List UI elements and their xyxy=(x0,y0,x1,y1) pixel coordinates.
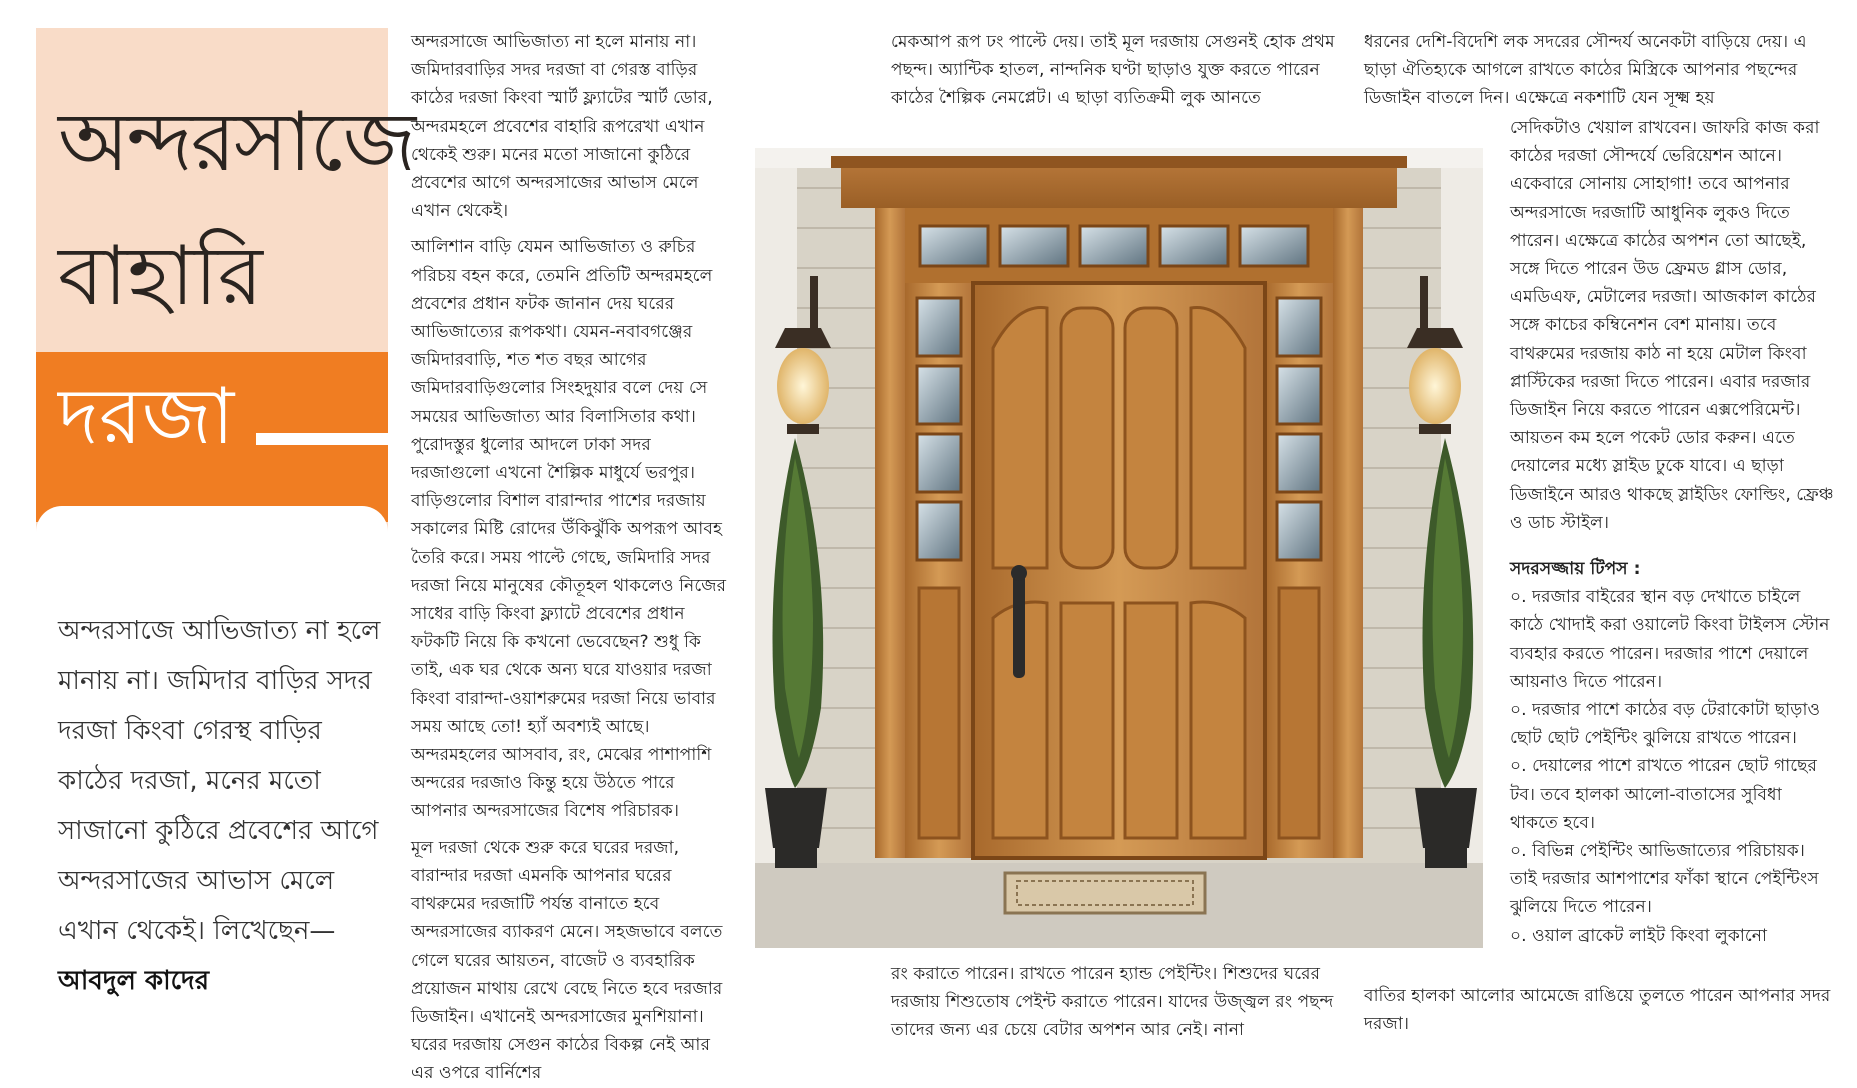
paragraph: ধরনের দেশি-বিদেশি লক সদরের সৌন্দর্য অনেকটা বাড়িয়ে দেয়। এ ছাড়া ঐতিহ্যকে আগলে রাখতে কাঠের মিস্ত্রিকে আপনার পছন্দের ডিজাইন বাতলে দিন। এক্ষেত্রে নকশাটি যেন সূক্ষ্ম হয় xyxy=(1364,32,1807,109)
paragraph: মূল দরজা থেকে শুরু করে ঘরের দরজা, বারান্দার দরজা এমনকি আপনার ঘরের বাথরুমের দরজাটি পর্যন্ত বানাতে হবে অন্দরসাজের ব্যাকরণ মেনে। সহজভাবে বলতে গেলে ঘরের আয়তন, বাজেট ও ব্যবহারিক প্রয়োজন মাথায় রেখে বেছে নিতে হবে দরজার ডিজাইন। এখানেই অন্দরসাজের মুনশিয়ানা। ঘরের দরজায় সেগুন কাঠের বিকল্প নেই আর এর ওপরে বার্নিশের xyxy=(411,837,723,1084)
paragraph: মেকআপ রূপ ঢং পাল্টে দেয়। তাই মূল দরজায় সেগুনই হোক প্রথম পছন্দ। অ্যান্টিক হাতল, নান্দনিক ঘণ্টা ছাড়াও যুক্ত করতে পারেন কাঠের শৈল্পিক নেমপ্লেট। এ ছাড়া ব্যতিক্রমী লুক আনতে xyxy=(891,32,1335,109)
headline-line-1: অন্দরসাজে xyxy=(58,95,415,190)
byline-author: আবদুল কাদের xyxy=(58,966,210,996)
door-handle xyxy=(1013,568,1025,678)
article-column-3-top xyxy=(1364,28,1834,113)
tips-heading: সদরসজ্জায় টিপস : xyxy=(1510,559,1641,579)
tips-section xyxy=(1510,545,1834,950)
paragraph: অন্দরসাজে আভিজাত্য না হলে মানায় না। জমিদারবাড়ির সদর দরজা বা গেরস্ত বাড়ির কাঠের দরজা কিংবা স্মার্ট ফ্ল্যাটের স্মার্ট ডোর, অন্দরমহলে প্রবেশের বাহারি রূপরেখা এখান থেকেই শুরু। মনের মতো সাজানো কুঠিরে প্রবেশের আগে অন্দরসাজের আভাস মেলে এখান থেকেই। xyxy=(411,32,713,222)
headline-accent-word: দরজা xyxy=(58,372,235,462)
transom-windows xyxy=(920,226,1308,266)
article-column-2-bottom xyxy=(891,960,1343,1045)
paragraph: সেদিকটাও খেয়াল রাখবেন। জাফরি কাজ করা কাঠের দরজা সৌন্দর্যে ভেরিয়েশন আনে। একেবারে সোনায় সোহাগা! তবে আপনার অন্দরসাজে দরজাটি আধুনিক লুকও দিতে পারেন। এক্ষেত্রে কাঠের অপশন তো আছেই, সঙ্গে দিতে পারেন উড ফ্রেমড গ্লাস ডোর, এমডিএফ, মেটালের দরজা। আজকাল কাঠের সঙ্গে কাচের কম্বিনেশন বেশ মানায়। তবে বাথরুমের দরজায় কাঠ না হয়ে মেটাল কিংবা প্লাস্টিকের দরজা দিতে পারেন। এবার দরজার ডিজাইন নিয়ে করতে পারেন এক্সপেরিমেন্ট। আয়তন কম হলে পকেট ডোর করুন। এতে দেয়ালের মধ্যে স্লাইড ঢুকে যাবে। এ ছাড়া ডিজাইনে আরও থাকছে স্লাইডিং ফোল্ডিং, ফ্রেঞ্চ ও ডাচ স্টাইল। xyxy=(1510,118,1834,533)
paragraph: আলিশান বাড়ি যেমন আভিজাত্য ও রুচির পরিচয় বহন করে, তেমনি প্রতিটি অন্দরমহলে প্রবেশের প্রধান ফটক জানান দেয় ঘরের আভিজাত্যের রূপকথা। যেমন-নবাবগঞ্জের জমিদারবাড়ি, শত শত বছর আগের জমিদারবাড়িগুলোর সিংহদুয়ার বলে দেয় সে সময়ের আভিজাত্য আর বিলাসিতার কথা। পুরোদস্তুর ধুলোর আদলে ঢাকা সদর দরজাগুলো এখনো শৈল্পিক মাধুর্যে ভরপুর। বাড়িগুলোর বিশাল বারান্দার পাশের দরজায় সকালের মিষ্টি রোদের উঁকিঝুঁকি অপরূপ আবহ তৈরি করে। সময় পাল্টে গেছে, জমিদারি সদর দরজা নিয়ে মানুষের কৌতূহল থাকলেও নিজের সাধের বাড়ি কিংবা ফ্ল্যাটে প্রবেশের প্রধান ফটকটি নিয়ে কি কখনো ভেবেছেন? শুধু কি তাই, এক ঘর থেকে অন্য ঘরে যাওয়ার দরজা কিংবা বারান্দা-ওয়াশরুমের দরজা নিয়ে ভাবার সময় আছে তো! হ্যাঁ অবশ্যই আছে। অন্দরমহলের আসবাব, রং, মেঝের পাশাপাশি অন্দরের দরজাও কিন্তু হয়ে উঠতে পারে আপনার অন্দরসাজের বিশেষ পরিচারক। xyxy=(411,237,727,822)
article-column-3-body xyxy=(1510,114,1834,537)
paragraph: রং করাতে পারেন। রাখতে পারেন হ্যান্ড পেইন্টিং। শিশুদের ঘরের দরজায় শিশুতোষ পেইন্ট করাতে পারেন। যাদের উজ্জ্বল রং পছন্দ তাদের জন্য এর চেয়ে বেটার অপশন আর নেই। নানা xyxy=(891,964,1334,1041)
tip-item: ০. ওয়াল ব্রাকেট লাইট কিংবা লুকানো xyxy=(1510,925,1767,946)
intro-text xyxy=(58,606,388,1006)
tip-item: ০. দরজার পাশে কাঠের বড় টেরাকোটা ছাড়াও ছোট ছোট পেইন্টিং ঝুলিয়ে রাখতে পারেন। xyxy=(1510,700,1821,749)
paragraph: বাতির হালকা আলোর আমেজে রাঙিয়ে তুলতে পারেন আপনার সদর দরজা। xyxy=(1364,986,1831,1035)
headline-panel xyxy=(36,28,415,1040)
tip-item: ০. দরজার বাইরের স্থান বড় দেখাতে চাইলে কাঠে খোদাই করা ওয়ালেট কিংবা টাইলস স্টোন ব্যবহার করতে পারেন। দরজার পাশে দেয়ালে আয়নাও দিতে পারেন। xyxy=(1510,587,1830,692)
tip-item: ০. বিভিন্ন পেইন্টিং আভিজাত্যের পরিচায়ক। তাই দরজার আশপাশের ফাঁকা স্থানে পেইন্টিংস ঝুলিয়ে দিতে পারেন। xyxy=(1510,841,1819,918)
byline-prefix: লিখেছেন— xyxy=(213,916,336,946)
headline-line-2: বাহারি xyxy=(58,229,263,324)
article-column-2-top xyxy=(891,28,1343,113)
article-column-3-bottom xyxy=(1364,982,1834,1038)
article-column-1 xyxy=(411,28,735,1088)
door-photo xyxy=(755,148,1483,948)
door-illustration xyxy=(755,148,1483,948)
intro-summary: অন্দরসাজে আভিজাত্য না হলে মানায় না। জমিদার বাড়ির সদর দরজা কিংবা গেরস্থ বাড়ির কাঠের দরজা, মনের মতো সাজানো কুঠিরে প্রবেশের আগে অন্দরসাজের আভাস মেলে এখান থেকেই। xyxy=(58,616,381,946)
tip-item: ০. দেয়ালের পাশে রাখতে পারেন ছোট গাছের টব। তবে হালকা আলো-বাতাসের সুবিধা থাকতে হবে। xyxy=(1510,756,1817,833)
doormat xyxy=(1005,873,1205,913)
accent-rule xyxy=(256,433,388,445)
